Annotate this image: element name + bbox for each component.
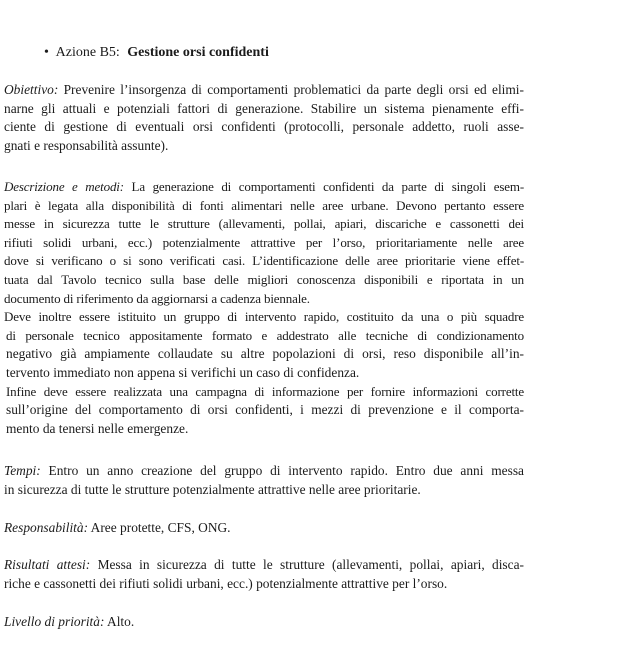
descrizione-line: mento da tenersi nelle emergenze. <box>6 420 189 436</box>
descrizione-line: tuata dal Tavolo tecnico sulla base delle migliori conoscenza disponibili e riportata in un <box>4 271 524 287</box>
risultati-line: riche e cassonetti dei rifiuti solidi urbani, ecc.) potenzialmente attrattive per l’orso. <box>4 575 448 591</box>
action-title: Gestione orsi confidenti <box>127 45 269 60</box>
bullet-icon: • <box>44 45 49 60</box>
descrizione-line: rifiuti solidi urbani, ecc.) potenzialmente attrattive per l’orso, prioritariamente nelle aree <box>4 234 524 250</box>
descrizione-line: messe in sicurezza tutte le strutture (allevamenti, pollai, apiari, discariche e cassonetti dei <box>4 216 524 232</box>
descrizione-label: Descrizione e metodi: <box>4 179 124 194</box>
tempi-paragraph <box>4 462 524 499</box>
descrizione-line: La generazione di comportamenti confidenti da parte di singoli esem- <box>123 179 524 194</box>
obiettivo-line: gnati e responsabilità assunte). <box>4 137 169 153</box>
responsabilita-paragraph <box>4 519 524 538</box>
risultati-label: Risultati attesi: <box>4 557 91 572</box>
obiettivo-paragraph <box>4 81 524 155</box>
action-code: Azione B5: <box>55 45 120 60</box>
risultati-paragraph <box>4 556 524 593</box>
tempi-label: Tempi: <box>4 463 41 478</box>
risultati-line: Messa in sicurezza di tutte le strutture (allevamenti, pollai, apiari, disca- <box>90 557 524 572</box>
obiettivo-line: Prevenire l’insorgenza di comportamenti problematici da parte degli orsi ed elimi- <box>58 82 524 97</box>
obiettivo-line: narne gli attuali e potenziali fattori di generazione. Stabilire un sistema pienamente effi- <box>4 100 524 116</box>
responsabilita-label: Responsabilità: <box>4 520 89 535</box>
descrizione-line: Deve inoltre essere istituito un gruppo di intervento rapido, costituito da una o più squadre <box>4 309 524 325</box>
descrizione-paragraph <box>4 178 524 438</box>
descrizione-line: negativo già ampiamente collaudate su altre popolazioni di orsi, reso disponibile all’in- <box>6 346 524 362</box>
action-heading <box>44 44 269 62</box>
obiettivo-line: ciente di gestione di eventuali orsi confidenti (protocolli, personale addetto, ruoli asse- <box>4 119 524 135</box>
descrizione-line: Infine deve essere realizzata una campagna di informazione per fornire informazioni corrette <box>6 383 524 399</box>
descrizione-line: plari è legata alla disponibilità di fonti alimentari nelle aree urbane. Devono pertanto essere <box>4 197 524 213</box>
descrizione-line: dove si verificano o si sono verificati casi. L’identificazione delle aree prioritarie viene effet- <box>4 253 524 269</box>
tempi-line: in sicurezza di tutte le strutture potenzialmente attrattive nelle aree prioritarie. <box>4 481 421 497</box>
livello-text: Alto. <box>104 614 135 629</box>
descrizione-line: sull’origine del comportamento di orsi confidenti, i mezzi di prevenzione e il comporta- <box>6 402 524 418</box>
obiettivo-label: Obiettivo: <box>4 82 59 97</box>
descrizione-line: di personale tecnico appositamente formato e addestrato alle tecniche di condizionamento <box>6 327 524 343</box>
descrizione-line: documento di riferimento da aggiornarsi a cadenza biennale. <box>4 290 310 306</box>
tempi-line: Entro un anno creazione del gruppo di intervento rapido. Entro due anni messa <box>40 463 524 478</box>
responsabilita-text: Aree protette, CFS, ONG. <box>88 520 231 535</box>
livello-paragraph <box>4 613 524 632</box>
livello-label: Livello di priorità: <box>4 614 105 629</box>
descrizione-line: tervento immediato non appena si verifichi un caso di confidenza. <box>6 364 360 380</box>
